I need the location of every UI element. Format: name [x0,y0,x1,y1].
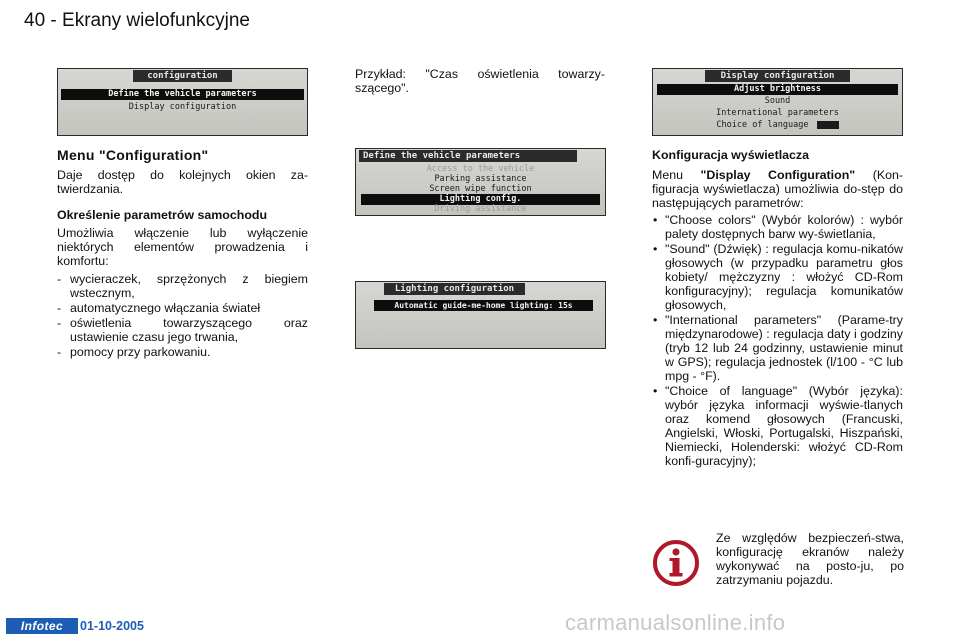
screen-row-define-vehicle: Define the vehicle parameters [61,89,304,100]
example-text: Przykład: "Czas oświetlenia towarzy-szącego". [355,67,605,95]
screen-row-guide-me-home: Automatic guide-me-home lighting: 15s [374,300,593,311]
vehicle-params-screen [355,148,606,216]
subsection-intro: Umożliwia włączenie lub wyłączenie niektórych elementów prowadzenia i komfortu: [57,226,308,268]
list-item: • "Choose colors" (Wybór kolorów) : wybór palety dostępnych barw wy-świetlania, [652,213,903,241]
config-menu-screen [57,68,308,136]
screen-row: Screen wipe function [429,184,532,194]
language-flags-icon [817,121,839,129]
list-item: • "Choice of language" (Wybór języka): wybór języka informacji wyświe-tlanych oraz komend głosowych (Francuski, Angielski, Włoski, Portugalski, Hiszpański, Niemiecki, Holenderski: włożyć CD-Rom konfi-guracyjny); [652,384,903,468]
screen-row-language [653,120,902,131]
list-item: - oświetlenia towarzyszącego oraz ustawienie czasu jego trwania, [57,316,308,344]
menu-intro: Daje dostęp do kolejnych okien za-twierdzania. [57,168,308,196]
screen-header: Define the vehicle parameters [359,150,577,162]
section-intro [652,168,903,210]
list-item: - automatycznego włączania świateł [57,301,308,315]
subsection-title: Określenie parametrów samochodu [57,208,268,222]
screen-row-display-config: Display configuration [128,102,237,112]
screen-row: International parameters [716,108,839,118]
feature-list [57,272,308,359]
intro-prefix: Menu [652,168,701,182]
screen-row-label: Choice of language [716,120,809,130]
intro-suffix: (Kon-figuracja wyświetlacza) umożliwia do-stęp do następujących parametrów: [652,168,903,210]
screen-row-lighting: Lighting config. [361,194,600,205]
safety-note: Ze względów bezpieczeń-stwa, konfigurację ekranów należy wykonywać na posto-ju, po zatrzymaniu pojazdu. [716,531,904,587]
list-item: • "Sound" (Dźwięk) : regulacja komu-nikatów głosowych (w przypadku parametru głos kobiety/ mężczyzny : włożyć CD-Rom konfiguracyjny); regulacja komunikatów głosowych, [652,242,903,312]
list-item: - pomocy przy parkowaniu. [57,345,308,359]
footer-date: 01-10-2005 [80,619,144,633]
infotec-logo: Infotec [6,618,78,634]
parameter-list [652,213,903,468]
intro-menu-name: "Display Configuration" [700,168,856,182]
screen-header: configuration [133,70,232,82]
list-item: • "International parameters" (Parame-try międzynarodowe) : regulacja daty i godziny (tryb 12 lub 24 godzinny, ustawienie minut w GPS); regulacja jednostek (l/100 - °C lub mpg - °F). [652,313,903,383]
screen-header: Lighting configuration [384,283,525,295]
lighting-config-screen [355,281,606,349]
section-title: Konfiguracja wyświetlacza [652,148,810,162]
menu-title: Menu "Configuration" [57,147,209,163]
watermark: carmanualsonline.info [565,610,786,635]
list-item: - wycieraczek, sprzężonych z biegiem wstecznym, [57,272,308,300]
display-config-screen [652,68,903,136]
screen-row: Access to the vehicle [426,164,535,174]
screen-row-brightness: Adjust brightness [657,84,898,95]
info-icon [652,539,700,587]
screen-header: Display configuration [705,70,850,82]
page-title: 40 - Ekrany wielofunkcyjne [24,10,250,31]
screen-row: Parking assistance [434,174,527,184]
screen-row: Sound [764,96,791,106]
screen-row: Driving assistance [434,204,527,214]
